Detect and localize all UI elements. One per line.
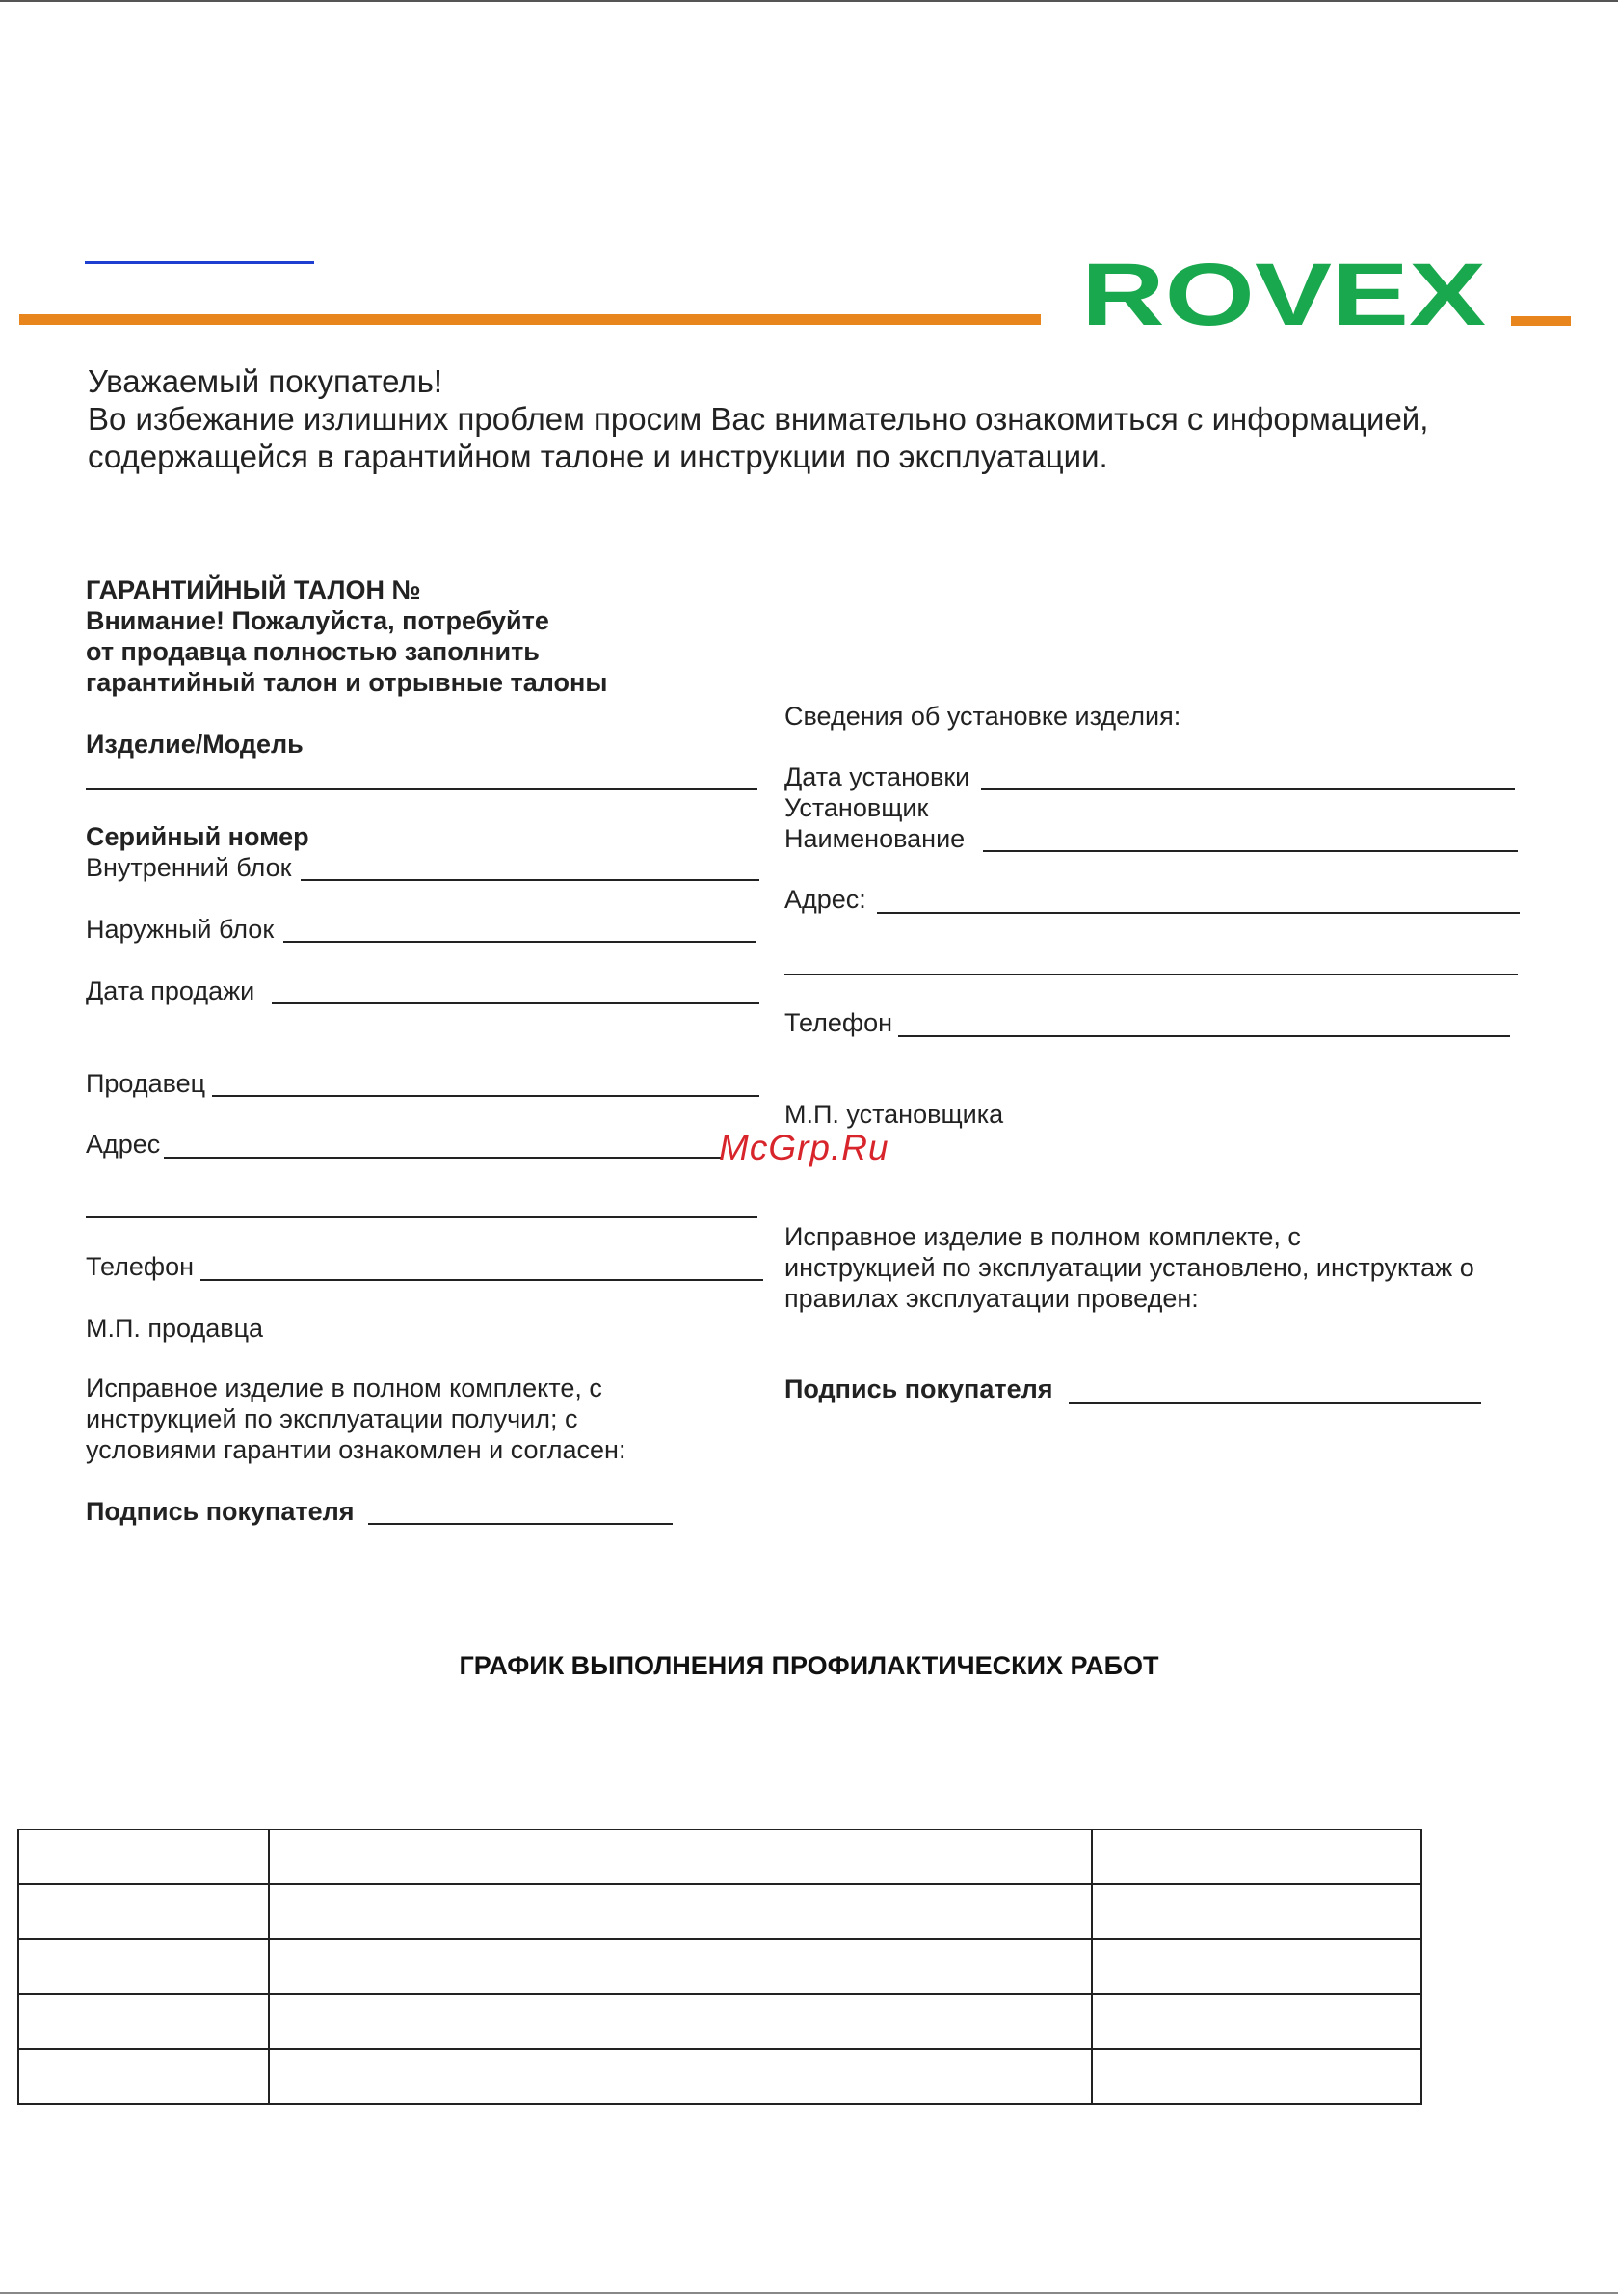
link-underline[interactable] — [85, 261, 314, 264]
table-cell[interactable] — [1092, 1829, 1421, 1884]
attention-line-3: гарантийный талон и отрывные талоны — [86, 668, 608, 697]
table-cell[interactable] — [1092, 1939, 1421, 1994]
installer-buyer-signature-label: Подпись покупателя — [784, 1375, 1053, 1403]
model-field[interactable] — [86, 788, 757, 790]
table-cell[interactable] — [18, 1829, 269, 1884]
installer-name-field[interactable] — [983, 850, 1518, 852]
header-rule-left — [19, 314, 1041, 325]
table-cell[interactable] — [1092, 2049, 1421, 2104]
installer-name-label: Наименование — [784, 824, 966, 853]
install-date-field[interactable] — [981, 788, 1515, 790]
install-date-label: Дата установки — [784, 762, 970, 791]
indoor-unit-field[interactable] — [301, 879, 759, 881]
table-cell[interactable] — [269, 1994, 1093, 2049]
installer-label: Установщик — [784, 793, 929, 822]
table-row — [18, 1884, 1421, 1939]
watermark-text: McGrp.Ru — [719, 1128, 889, 1167]
buyer-signature-field[interactable] — [368, 1523, 673, 1525]
header-rule-right — [1511, 316, 1571, 326]
buyer-confirm-line-2: инструкцией по эксплуатации получил; с — [86, 1404, 578, 1433]
table-cell[interactable] — [18, 2049, 269, 2104]
buyer-confirm-line-3: условиями гарантии ознакомлен и согласен: — [86, 1435, 626, 1464]
table-row — [18, 2049, 1421, 2104]
rovex-logo — [1072, 253, 1496, 335]
buyer-signature-label: Подпись покупателя — [86, 1497, 355, 1526]
installer-stamp-label: М.П. установщика — [784, 1100, 1004, 1129]
table-cell[interactable] — [269, 1939, 1093, 1994]
table-cell[interactable] — [269, 1884, 1093, 1939]
schedule-table — [17, 1829, 1422, 2105]
buyer-confirm-line-1: Исправное изделие в полном комплекте, с — [86, 1374, 602, 1402]
table-cell[interactable] — [269, 2049, 1093, 2104]
attention-line-1: Внимание! Пожалуйста, потребуйте — [86, 606, 549, 635]
table-row — [18, 1939, 1421, 1994]
bottom-border — [0, 2292, 1618, 2294]
table-cell[interactable] — [18, 1939, 269, 1994]
intro-line-2: Во избежание излишних проблем просим Вас внимательно ознакомиться с информацией, — [88, 401, 1429, 437]
outdoor-unit-label: Наружный блок — [86, 915, 275, 944]
seller-address-field[interactable] — [164, 1157, 723, 1159]
seller-address-label: Адрес — [86, 1130, 161, 1159]
sale-date-label: Дата продажи — [86, 976, 255, 1005]
seller-phone-field[interactable] — [200, 1279, 763, 1281]
installer-address-label: Адрес: — [784, 885, 866, 914]
top-border — [0, 0, 1618, 2]
outdoor-unit-field[interactable] — [283, 941, 756, 943]
intro-text — [88, 362, 1428, 475]
warranty-heading: ГАРАНТИЙНЫЙ ТАЛОН № — [86, 575, 421, 604]
schedule-title: ГРАФИК ВЫПОЛНЕНИЯ ПРОФИЛАКТИЧЕСКИХ РАБОТ — [459, 1651, 1159, 1680]
seller-field[interactable] — [212, 1095, 759, 1097]
logo-text: ROVEX — [1081, 253, 1486, 335]
seller-stamp-label: М.П. продавца — [86, 1314, 264, 1343]
intro-greeting: Уважаемый покупатель! — [88, 363, 443, 399]
seller-address-field-2[interactable] — [86, 1216, 757, 1218]
install-confirm-line-3: правилах эксплуатации проведен: — [784, 1284, 1199, 1313]
table-cell[interactable] — [18, 1884, 269, 1939]
table-cell[interactable] — [18, 1994, 269, 2049]
serial-label: Серийный номер — [86, 822, 309, 851]
install-info-label: Сведения об установке изделия: — [784, 702, 1181, 731]
install-confirm-line-2: инструкцией по эксплуатации установлено, инструктаж о — [784, 1253, 1474, 1282]
table-cell[interactable] — [269, 1829, 1093, 1884]
table-cell[interactable] — [1092, 1994, 1421, 2049]
installer-address-field-2[interactable] — [784, 974, 1518, 975]
installer-address-field[interactable] — [877, 912, 1520, 914]
table-cell[interactable] — [1092, 1884, 1421, 1939]
intro-line-3: содержащейся в гарантийном талоне и инструкции по эксплуатации. — [88, 439, 1108, 474]
sale-date-field[interactable] — [272, 1002, 759, 1004]
installer-phone-field[interactable] — [898, 1035, 1510, 1037]
installer-phone-label: Телефон — [784, 1008, 893, 1037]
indoor-unit-label: Внутренний блок — [86, 853, 292, 882]
installer-buyer-signature-field[interactable] — [1069, 1402, 1481, 1404]
table-row — [18, 1829, 1421, 1884]
attention-line-2: от продавца полностью заполнить — [86, 637, 540, 666]
seller-phone-label: Телефон — [86, 1252, 195, 1281]
table-row — [18, 1994, 1421, 2049]
model-label: Изделие/Модель — [86, 730, 304, 759]
seller-label: Продавец — [86, 1069, 206, 1098]
install-confirm-line-1: Исправное изделие в полном комплекте, с — [784, 1222, 1301, 1251]
